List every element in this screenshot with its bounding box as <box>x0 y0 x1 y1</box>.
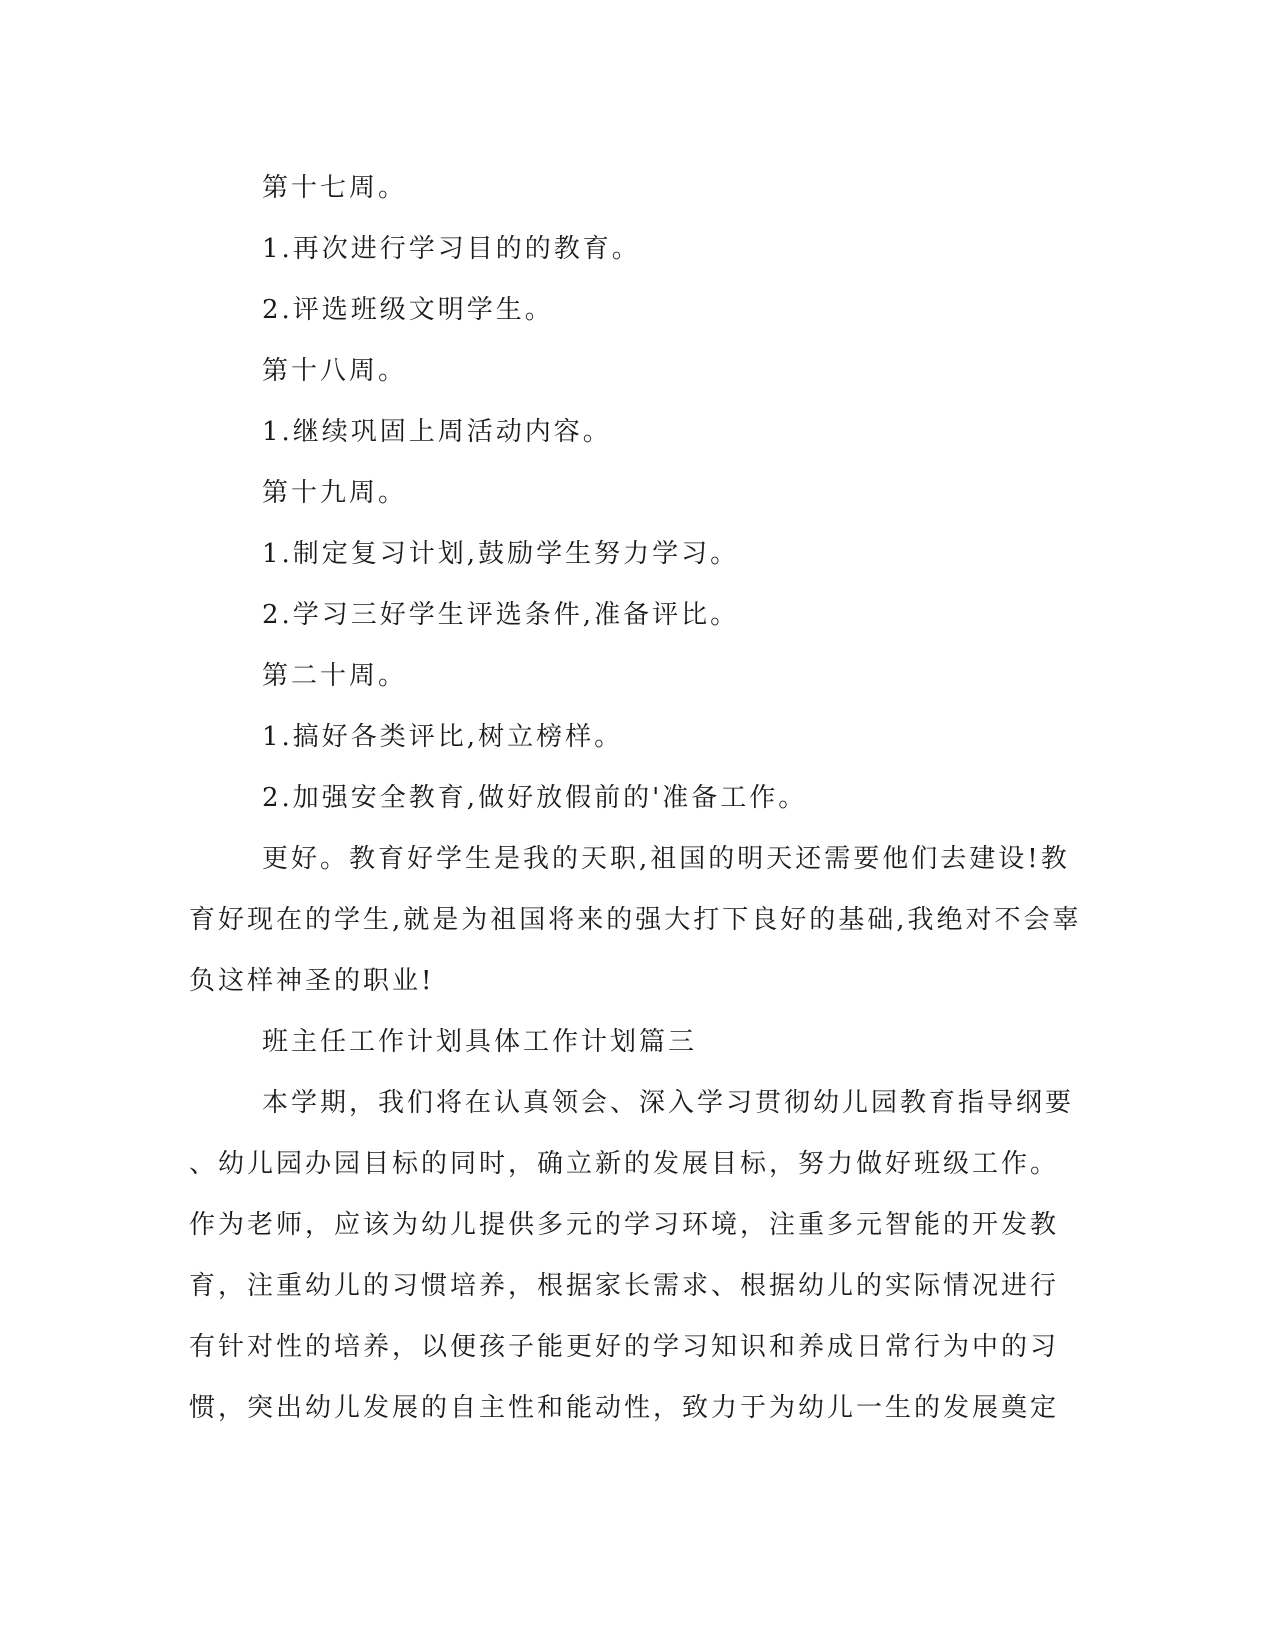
week-20-item-2: 2.加强安全教育,做好放假前的'准备工作。 <box>262 783 808 813</box>
week-20-item-1: 1.搞好各类评比,树立榜样。 <box>262 722 624 752</box>
closing-paragraph-line: 更好。教育好学生是我的天职,祖国的明天还需要他们去建设!教 <box>262 844 1070 874</box>
week-20-heading: 第二十周。 <box>262 661 408 691</box>
section-heading: 班主任工作计划具体工作计划篇三 <box>262 1027 698 1057</box>
intro-paragraph-line: 、幼儿园办园目标的同时，确立新的发展目标，努力做好班级工作。 <box>189 1149 1060 1179</box>
intro-paragraph-line: 育，注重幼儿的习惯培养，根据家长需求、根据幼儿的实际情况进行 <box>189 1271 1060 1301</box>
week-19-item-2: 2.学习三好学生评选条件,准备评比。 <box>262 600 740 630</box>
week-19-item-1: 1.制定复习计划,鼓励学生努力学习。 <box>262 539 740 569</box>
week-18-item-1: 1.继续巩固上周活动内容。 <box>262 417 612 447</box>
intro-paragraph-line: 惯，突出幼儿发展的自主性和能动性，致力于为幼儿一生的发展奠定 <box>189 1393 1060 1423</box>
closing-paragraph <box>189 829 1082 1012</box>
intro-paragraph <box>189 1073 1074 1439</box>
document-body <box>189 158 1082 1439</box>
intro-paragraph-line: 有针对性的培养，以便孩子能更好的学习知识和养成日常行为中的习 <box>189 1332 1060 1362</box>
intro-paragraph-line: 作为老师，应该为幼儿提供多元的学习环境，注重多元智能的开发教 <box>189 1210 1060 1240</box>
week-17-heading: 第十七周。 <box>262 173 408 203</box>
week-17-item-1: 1.再次进行学习目的的教育。 <box>262 234 641 264</box>
closing-paragraph-line: 育好现在的学生,就是为祖国将来的强大打下良好的基础,我绝对不会辜 <box>189 905 1082 935</box>
closing-paragraph-line: 负这样神圣的职业! <box>189 966 435 996</box>
week-19-heading: 第十九周。 <box>262 478 408 508</box>
intro-paragraph-line: 本学期，我们将在认真领会、深入学习贯彻幼儿园教育指导纲要 <box>262 1088 1075 1118</box>
week-17-item-2: 2.评选班级文明学生。 <box>262 295 554 325</box>
week-18-heading: 第十八周。 <box>262 356 408 386</box>
